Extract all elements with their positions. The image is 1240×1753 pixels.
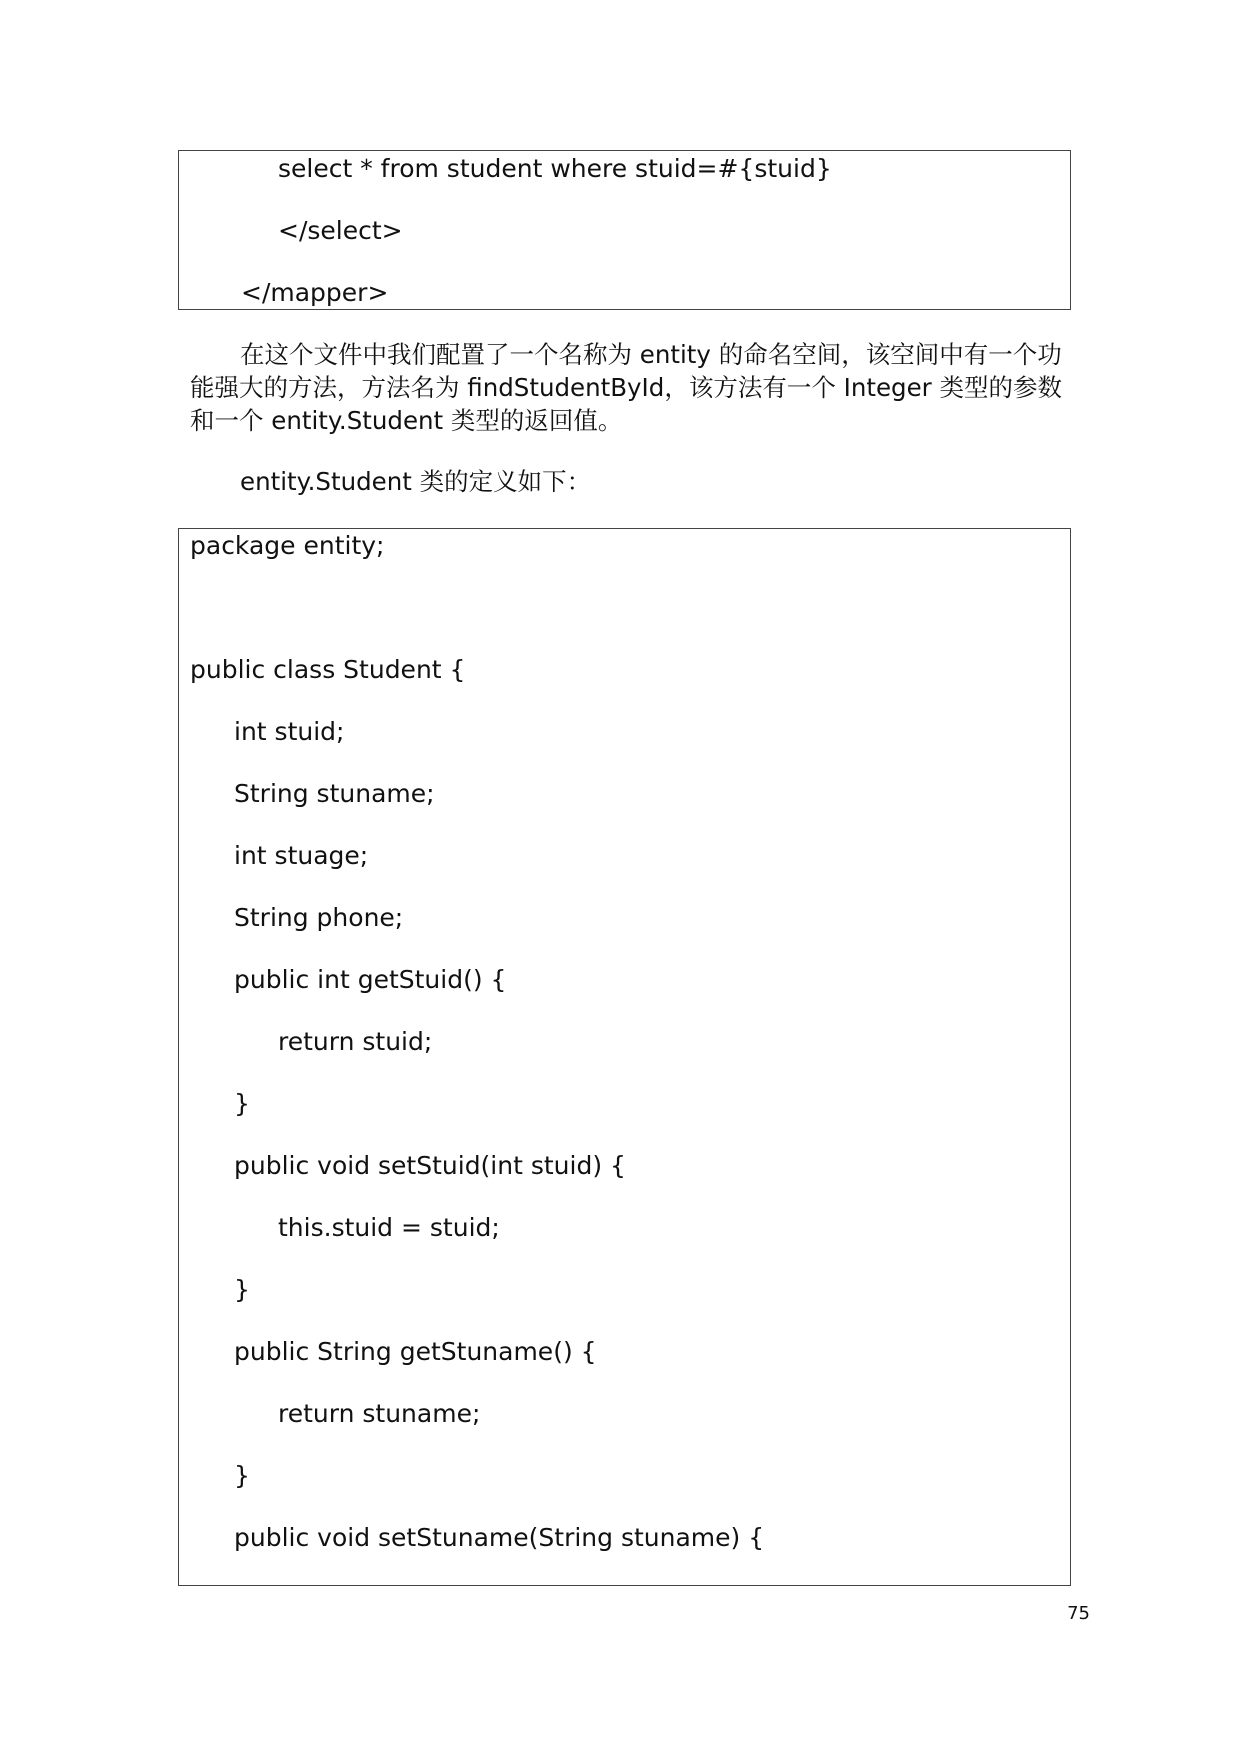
code-line: } [234, 1275, 250, 1304]
code-line: public class Student { [190, 655, 466, 684]
code-line: </select> [278, 216, 403, 245]
code-line: public String getStuname() { [234, 1337, 597, 1366]
code-line: public void setStuname(String stuname) { [234, 1523, 765, 1552]
code-line: package entity; [190, 531, 385, 560]
code-line: String stuname; [234, 779, 435, 808]
code-line: select * from student where stuid=#{stuid} [278, 154, 832, 183]
code-line: int stuage; [234, 841, 369, 870]
code-line: } [234, 1461, 250, 1490]
code-line: this.stuid = stuid; [278, 1213, 500, 1242]
code-line: </mapper> [241, 278, 389, 307]
body-paragraph: 在这个文件中我们配置了一个名称为 entity 的命名空间，该空间中有一个功能强大的方法，方法名为 findStudentById，该方法有一个 Integer 类型的参数和一个 entity.Student 类型的返回值。 [190, 340, 1063, 435]
code-line: return stuid; [278, 1027, 433, 1056]
page-number: 75 [1067, 1603, 1090, 1624]
code-line: } [234, 1089, 250, 1118]
code-line: public int getStuid() { [234, 965, 507, 994]
code-line: int stuid; [234, 717, 345, 746]
code-line: public void setStuid(int stuid) { [234, 1151, 626, 1180]
code-line: return stuname; [278, 1399, 481, 1428]
body-paragraph: entity.Student 类的定义如下： [240, 467, 592, 496]
code-line: String phone; [234, 903, 404, 932]
